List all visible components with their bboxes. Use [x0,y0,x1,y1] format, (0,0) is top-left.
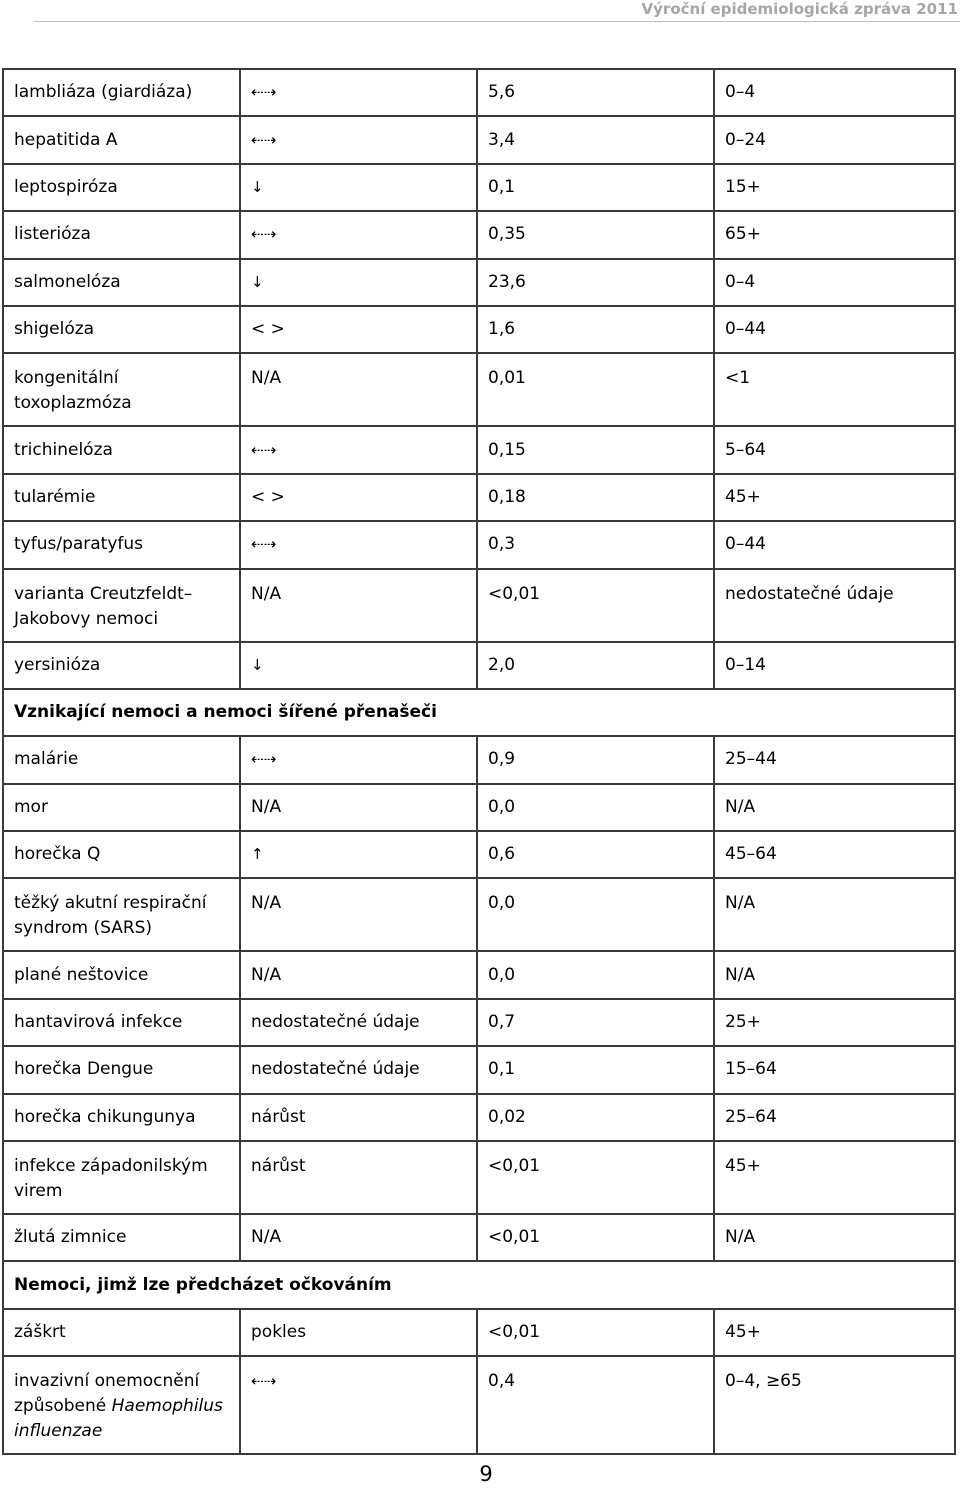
trend-stable-icon: ⇠⇢ [251,130,277,149]
trend-cell: N/A [240,353,477,426]
table-row [3,164,955,211]
rate-cell: 5,6 [477,69,714,116]
disease-cell [3,1356,240,1454]
rate-cell: 0,3 [477,521,714,568]
rate-cell: 0,1 [477,164,714,211]
rate-cell: 3,4 [477,116,714,163]
table-row [3,426,955,473]
age-group-cell: 15–64 [714,1046,955,1093]
disease-table-body [3,69,955,1454]
table-row [3,999,955,1046]
age-group-cell: nedostatečné údaje [714,569,955,642]
age-group-cell: 25–64 [714,1094,955,1141]
table-row [3,211,955,258]
trend-cell [240,259,477,306]
table-row [3,353,955,426]
running-header-title: Výroční epidemiologická zpráva 2011 [641,0,958,18]
rate-cell: <0,01 [477,1141,714,1214]
age-group-cell: 0–44 [714,306,955,353]
age-group-cell: N/A [714,951,955,998]
trend-cell: N/A [240,569,477,642]
trend-stable-icon: ⇠⇢ [251,750,277,769]
trend-cell: pokles [240,1309,477,1356]
age-group-cell: 0–4, ≥65 [714,1356,955,1454]
disease-cell: tularémie [3,474,240,521]
rate-cell: 0,18 [477,474,714,521]
header-rule [34,21,960,22]
table-row [3,1214,955,1261]
trend-cell: nárůst [240,1094,477,1141]
rate-cell: 0,0 [477,784,714,831]
table-row [3,1309,955,1356]
trend-cell [240,521,477,568]
rate-cell: 23,6 [477,259,714,306]
table-row [3,642,955,689]
trend-cell: N/A [240,878,477,951]
rate-cell: 0,15 [477,426,714,473]
disease-cell: kongenitální toxoplazmóza [3,353,240,426]
table-row [3,831,955,878]
disease-cell: lambliáza (giardiáza) [3,69,240,116]
age-group-cell: 0–44 [714,521,955,568]
table-row [3,259,955,306]
trend-stable-icon: ⇠⇢ [251,440,277,459]
disease-cell: mor [3,784,240,831]
disease-table [2,68,956,1455]
trend-cell [240,1356,477,1454]
age-group-cell: 5–64 [714,426,955,473]
rate-cell: 2,0 [477,642,714,689]
disease-cell: infekce západonilským virem [3,1141,240,1214]
trend-cell [240,831,477,878]
rate-cell: 1,6 [477,306,714,353]
age-group-cell: 25+ [714,999,955,1046]
trend-cell: nedostatečné údaje [240,1046,477,1093]
table-row [3,521,955,568]
table-row [3,474,955,521]
trend-stable-icon: ⇠⇢ [251,1372,277,1391]
trend-down-icon: ↓ [251,177,264,196]
trend-cell [240,642,477,689]
age-group-cell: 45–64 [714,831,955,878]
table-row [3,1046,955,1093]
table-row [3,736,955,783]
age-group-cell: 45+ [714,1309,955,1356]
rate-cell: 0,4 [477,1356,714,1454]
trend-cell [240,736,477,783]
disease-cell: horečka Q [3,831,240,878]
trend-cell: nárůst [240,1141,477,1214]
section-heading: Nemoci, jimž lze předcházet očkováním [3,1261,955,1308]
rate-cell: 0,0 [477,951,714,998]
rate-cell: 0,35 [477,211,714,258]
disease-cell: malárie [3,736,240,783]
disease-cell: leptospiróza [3,164,240,211]
disease-cell: hantavirová infekce [3,999,240,1046]
age-group-cell: 25–44 [714,736,955,783]
age-group-cell: 0–4 [714,259,955,306]
trend-cell [240,69,477,116]
trend-stable-icon: ⇠⇢ [251,535,277,554]
rate-cell: 0,02 [477,1094,714,1141]
trend-cell: < > [240,474,477,521]
section-row [3,1261,955,1308]
table-row [3,306,955,353]
disease-cell: těžký akutní respirační syndrom (SARS) [3,878,240,951]
rate-cell: 0,01 [477,353,714,426]
section-row [3,689,955,736]
rate-cell: 0,1 [477,1046,714,1093]
age-group-cell: 0–24 [714,116,955,163]
age-group-cell: 15+ [714,164,955,211]
table-row [3,116,955,163]
trend-down-icon: ↓ [251,655,264,674]
trend-cell [240,116,477,163]
trend-stable-icon: ⇠⇢ [251,225,277,244]
age-group-cell: 0–14 [714,642,955,689]
trend-cell [240,426,477,473]
disease-cell: horečka Dengue [3,1046,240,1093]
disease-cell: žlutá zimnice [3,1214,240,1261]
trend-cell: N/A [240,951,477,998]
age-group-cell: N/A [714,1214,955,1261]
table-row [3,951,955,998]
age-group-cell: 65+ [714,211,955,258]
section-heading: Vznikající nemoci a nemoci šířené přenašeči [3,689,955,736]
rate-cell: <0,01 [477,1214,714,1261]
trend-down-icon: ↓ [251,272,264,291]
age-group-cell: N/A [714,878,955,951]
trend-cell: nedostatečné údaje [240,999,477,1046]
rate-cell: 0,9 [477,736,714,783]
rate-cell: <0,01 [477,1309,714,1356]
age-group-cell: 45+ [714,1141,955,1214]
trend-stable-icon: ⇠⇢ [251,83,277,102]
table-row [3,569,955,642]
rate-cell: 0,7 [477,999,714,1046]
trend-cell: N/A [240,784,477,831]
trend-cell [240,164,477,211]
trend-cell: N/A [240,1214,477,1261]
table-row [3,1356,955,1454]
disease-cell: salmonelóza [3,259,240,306]
table-row [3,69,955,116]
disease-cell: hepatitida A [3,116,240,163]
disease-cell: záškrt [3,1309,240,1356]
age-group-cell: <1 [714,353,955,426]
disease-cell: yersinióza [3,642,240,689]
disease-cell: varianta Creutzfeldt–Jakobovy nemoci [3,569,240,642]
table-row [3,1141,955,1214]
table-row [3,784,955,831]
trend-cell [240,211,477,258]
table-row [3,1094,955,1141]
rate-cell: 0,6 [477,831,714,878]
disease-name-italic: Haemophilus influenzae [14,1396,223,1442]
table-row [3,878,955,951]
disease-cell: horečka chikungunya [3,1094,240,1141]
page-number: 9 [479,1462,493,1486]
disease-cell: tyfus/paratyfus [3,521,240,568]
age-group-cell: 0–4 [714,69,955,116]
disease-name-plain: invazivní onemocnění způsobené [14,1371,200,1417]
age-group-cell: N/A [714,784,955,831]
disease-cell: plané neštovice [3,951,240,998]
disease-cell: shigelóza [3,306,240,353]
trend-cell: < > [240,306,477,353]
age-group-cell: 45+ [714,474,955,521]
rate-cell: <0,01 [477,569,714,642]
rate-cell: 0,0 [477,878,714,951]
trend-up-icon: ↑ [251,845,264,864]
disease-cell: listerióza [3,211,240,258]
disease-cell: trichinelóza [3,426,240,473]
